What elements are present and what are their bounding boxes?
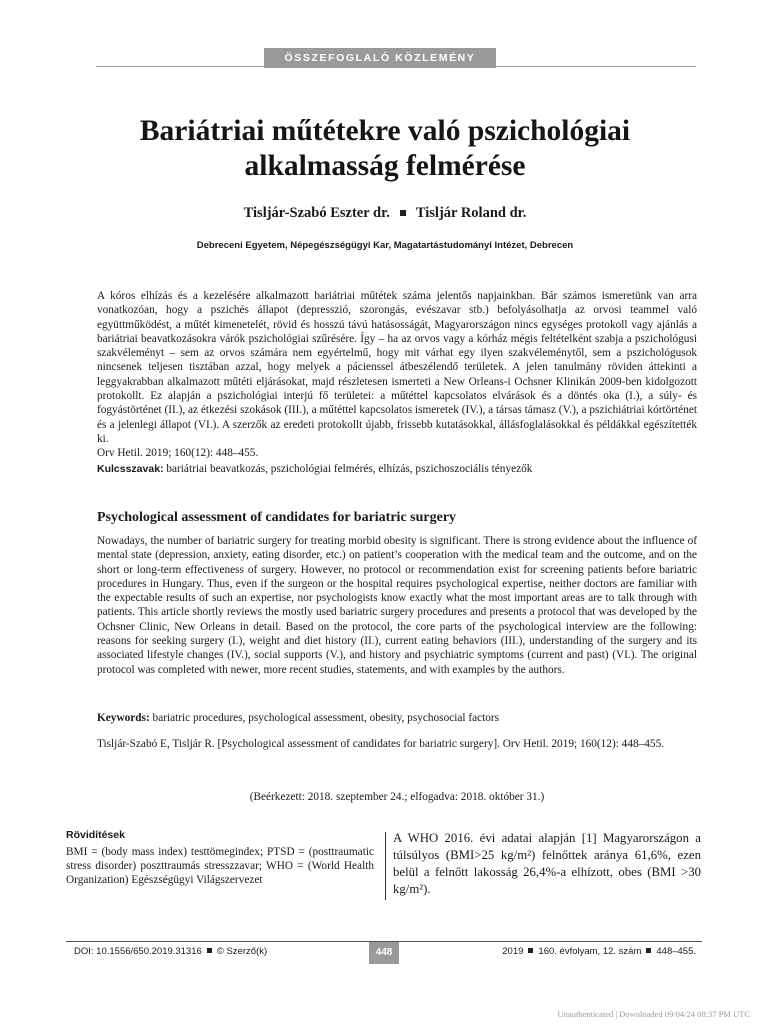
author-separator-icon xyxy=(400,210,406,216)
abstract-english: Nowadays, the number of bariatric surgery for treating morbid obesity is significant. There is strong evidence about the influence of mental state (depression, anxiety, eating disorder, etc.) on patient’s cooperation with the medical team and the outcome, and on the short or long-term effectiveness of surgery. However, no protocol or recommendation exist for screening patients before bariatric procedures in Hungary. Thus, even if the surgeon or the hospital requires psychological expertise, neither doctors are familiar with the expectable results of such an expertise, nor psychologists know exactly what the most important areas are to talk through with patients. This article shortly reviews the mostly used bariatric surgery procedures and presents a protocol that was developed by the Ochsner Clinic, New Orleans in detail. Based on the protocol, the core parts of the psychological interview are the following: reasons for seeking surgery (I.), weight and diet history (II.), current eating behaviors (III.), understanding of the surgery and its associated lifestyle changes (IV.), social supports (V.), and history and psychiatric symptoms (current and past) (VI.). The original protocol was completed with newer, more recent studies, statements, and with examples by the authors. xyxy=(97,535,697,676)
abstract-hu-text: A kóros elhízás és a kezelésére alkalmazott bariátriai műtétek száma jelentős napjainkban. Bár számos ismeretünk van arra vonatkozóan, hogy a pszichés állapot (depresszió, szorongás, evészavar stb.) befolyásolhatja az orvosi teammel való együttműködést, a műtét kimenetelét, rövid és hosszú távú hatásosságát, Magyarországon nincs egységes protokoll vagy ajánlás a bariátriai beavatkozásokra várók pszichológiai szűrésére. Így – ha az orvos vagy a kórház mégis feltételként szabja a pszichológusi szakvéleményt – sem az orvos számára nem egyértelmű, hogy mit várhat egy ilyen szakvéleménytől, sem a pszichológusok nincsenek teljesen tisztában azzal, hogy melyek a pácienssel átbeszélendő területek. A jelen tanulmány röviden áttekinti a leggyakrabban alkalmazott műtéti eljárásokat, majd részletesen ismerteti a New Orleans-i Ochsner Klinikán 2009-ben kidolgozott protokollt. Ez alapján a pszichológiai interjú fő területei: a műtéttel kapcsolatos elvárások és a döntés oka (I.), a súly- és fogyástörténet (II.), az étkezési szokások (III.), a műtéttel kapcsolatos ismeretek (IV.), a társas támasz (V.), a pszichiátriai kórtörténet és a jelenlegi állapot (VI.). A szerzők az eredeti protokollt újabb, frissebb kutatásokkal, állásfoglalásokkal és példákkal egészítették ki. xyxy=(97,290,697,445)
bullet-icon xyxy=(207,948,212,953)
abbreviations-text: BMI = (body mass index) testtömegindex; PTSD = (posttraumatic stress disorder) poszttraumás stresszzavar; WHO = (World Health Organization) Egészségügyi Világszervezet xyxy=(66,846,374,886)
affiliation: Debreceni Egyetem, Népegészségügyi Kar, Magatartástudományi Intézet, Debrecen xyxy=(196,240,574,251)
keywords-en-text: bariatric procedures, psychological assessment, obesity, psychosocial factors xyxy=(149,712,500,724)
section-category-banner: ÖSSZEFOGLALÓ KÖZLEMÉNY xyxy=(264,48,496,68)
keywords-english xyxy=(97,711,697,725)
issue-year: 2019 xyxy=(502,946,524,957)
abstract-hungarian xyxy=(97,289,697,461)
keywords-hu-label: Kulcsszavak: xyxy=(97,463,164,475)
page-number: 448 xyxy=(369,942,399,964)
abbreviations-box xyxy=(66,829,374,887)
bullet-icon xyxy=(528,948,533,953)
title-line-2: alkalmasság felmérése xyxy=(244,150,526,182)
footer-issue xyxy=(502,946,696,957)
received-dates: (Beérkezett: 2018. szeptember 24.; elfogadva: 2018. október 31.) xyxy=(249,791,545,803)
column-divider xyxy=(385,832,386,900)
citation: Tisljár-Szabó E, Tisljár R. [Psychological assessment of candidates for bariatric surgery]. Orv Hetil. 2019; 160(12): 448–455. xyxy=(97,738,665,750)
author-1: Tisljár-Szabó Eszter dr. xyxy=(243,205,390,221)
download-watermark: Unauthenticated | Downloaded 09/04/24 08:37 PM UTC xyxy=(557,1009,750,1019)
header-rule xyxy=(96,66,696,67)
issue-pages: 448–455. xyxy=(656,946,696,957)
author-list xyxy=(90,205,680,222)
issue-volume: 160. évfolyam, 12. szám xyxy=(538,946,642,957)
keywords-hu-text: bariátriai beavatkozás, pszichológiai felmérés, elhízás, pszichoszociális tényezők xyxy=(163,463,533,475)
title-line-1: Bariátriai műtétekre való pszichológiai xyxy=(139,115,631,147)
body-text-right-column: A WHO 2016. évi adatai alapján [1] Magyarországon a túlsúlyos (BMI>25 kg/m²) felnőttek aránya 61,6%, ezen belül a felnőtt lakosság 26,4%-a elhízott, obes (BMI >30 kg/m²). xyxy=(393,831,701,896)
footer-doi xyxy=(74,946,267,957)
article-title xyxy=(80,114,690,184)
keywords-en-label: Keywords: xyxy=(97,712,150,724)
abstract-hu-reference: Orv Hetil. 2019; 160(12): 448–455. xyxy=(97,447,259,460)
bullet-icon xyxy=(646,948,651,953)
english-title: Psychological assessment of candidates for bariatric surgery xyxy=(97,510,457,525)
doi-text: DOI: 10.1556/650.2019.31316 xyxy=(74,946,202,957)
keywords-hungarian xyxy=(97,462,697,476)
author-2: Tisljár Roland dr. xyxy=(415,205,527,221)
copyright-text: © Szerző(k) xyxy=(216,946,268,957)
abbreviations-title: Rövidítések xyxy=(66,829,125,841)
